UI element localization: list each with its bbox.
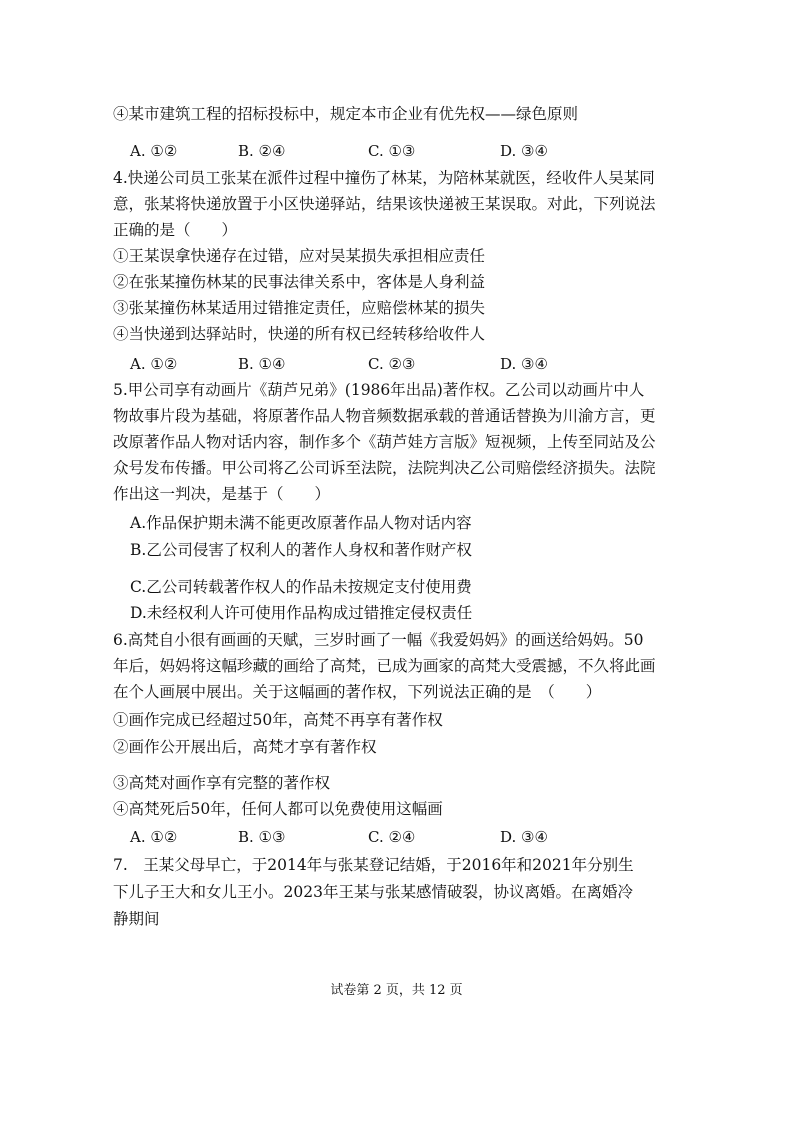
- q5-stem-line-3: 改原著作品人物对话内容，制作多个《葫芦娃方言版》短视频，上传至同站及公: [113, 433, 656, 451]
- q6-option-d: D. ③④: [500, 828, 548, 846]
- q4-item-1: ①王某误拿快递存在过错，应对吴某损失承担相应责任: [113, 247, 486, 265]
- q4-item-4: ④当快递到达驿站时，快递的所有权已经转移给收件人: [113, 325, 486, 343]
- q5-stem-line-5: 作出这一判决，是基于（ ）: [113, 485, 331, 503]
- q7-stem-line-1: 7. 王某父母早亡，于2014年与张某登记结婚，于2016年和2021年分别生: [113, 856, 634, 874]
- q3-option-a: A. ①②: [130, 142, 178, 160]
- q4-option-b: B. ①④: [238, 355, 286, 373]
- q6-stem-line-1: 6.高梵自小很有画画的天赋，三岁时画了一幅《我爱妈妈》的画送给妈妈。50: [113, 631, 644, 649]
- q3-item-4: ④某市建筑工程的招标投标中，规定本市企业有优先权——绿色原则: [113, 105, 579, 123]
- q3-option-d: D. ③④: [500, 142, 548, 160]
- q6-item-4: ④高梵死后50年，任何人都可以免费使用这幅画: [113, 800, 443, 818]
- q4-stem-line-3: 正确的是（ ）: [113, 221, 238, 239]
- q4-item-2: ②在张某撞伤林某的民事法律关系中，客体是人身利益: [113, 273, 486, 291]
- q5-option-c: C.乙公司转载著作权人的作品未按规定支付使用费: [130, 578, 472, 596]
- q6-stem-line-3: 在个人画展中展出。关于这幅画的著作权，下列说法正确的是 （ ）: [113, 683, 602, 701]
- q4-item-3: ③张某撞伤林某适用过错推定责任，应赔偿林某的损失: [113, 299, 486, 317]
- q5-option-a: A.作品保护期未满不能更改原著作品人物对话内容: [130, 514, 472, 532]
- q6-options: [130, 827, 650, 847]
- q3-options: [130, 141, 650, 161]
- q4-option-c: C. ②③: [368, 355, 416, 373]
- q3-option-b: B. ②④: [238, 142, 286, 160]
- q6-stem-line-2: 年后，妈妈将这幅珍藏的画给了高梵，已成为画家的高梵大受震撼，不久将此画: [113, 657, 656, 675]
- q4-option-a: A. ①②: [130, 355, 178, 373]
- q6-option-a: A. ①②: [130, 828, 178, 846]
- q6-option-c: C. ②④: [368, 828, 416, 846]
- q6-option-b: B. ①③: [238, 828, 286, 846]
- q5-stem-line-4: 众号发布传播。甲公司将乙公司诉至法院，法院判决乙公司赔偿经济损失。法院: [113, 459, 656, 477]
- q5-option-b: B.乙公司侵害了权利人的著作人身权和著作财产权: [130, 541, 472, 559]
- q5-stem-line-2: 物故事片段为基础，将原著作品人物音频数据承载的普通话替换为川渝方言，更: [113, 407, 656, 425]
- q3-option-c: C. ①③: [368, 142, 416, 160]
- q4-options: [130, 354, 650, 374]
- q6-item-3: ③高梵对画作享有完整的著作权: [113, 774, 331, 792]
- q5-stem-line-1: 5.甲公司享有动画片《葫芦兄弟》(1986年出品)著作权。乙公司以动画片中人: [113, 381, 645, 399]
- q4-option-d: D. ③④: [500, 355, 548, 373]
- q6-item-1: ①画作完成已经超过50年，高梵不再享有著作权: [113, 711, 443, 729]
- q7-stem-line-2: 下儿子王大和女儿王小。2023年王某与张某感情破裂，协议离婚。在离婚冷: [113, 883, 633, 901]
- q5-option-d: D.未经权利人许可使用作品构成过错推定侵权责任: [130, 604, 473, 622]
- q4-stem-line-2: 意，张某将快递放置于小区快递驿站，结果该快递被王某误取。对此，下列说法: [113, 195, 656, 213]
- q6-item-2: ②画作公开展出后，高梵才享有著作权: [113, 738, 377, 756]
- page-footer: 试卷第 2 页，共 12 页: [330, 983, 463, 998]
- q7-stem-line-3: 静期间: [113, 910, 160, 928]
- q4-stem-line-1: 4.快递公司员工张某在派件过程中撞伤了林某，为陪林某就医，经收件人吴某同: [113, 169, 655, 187]
